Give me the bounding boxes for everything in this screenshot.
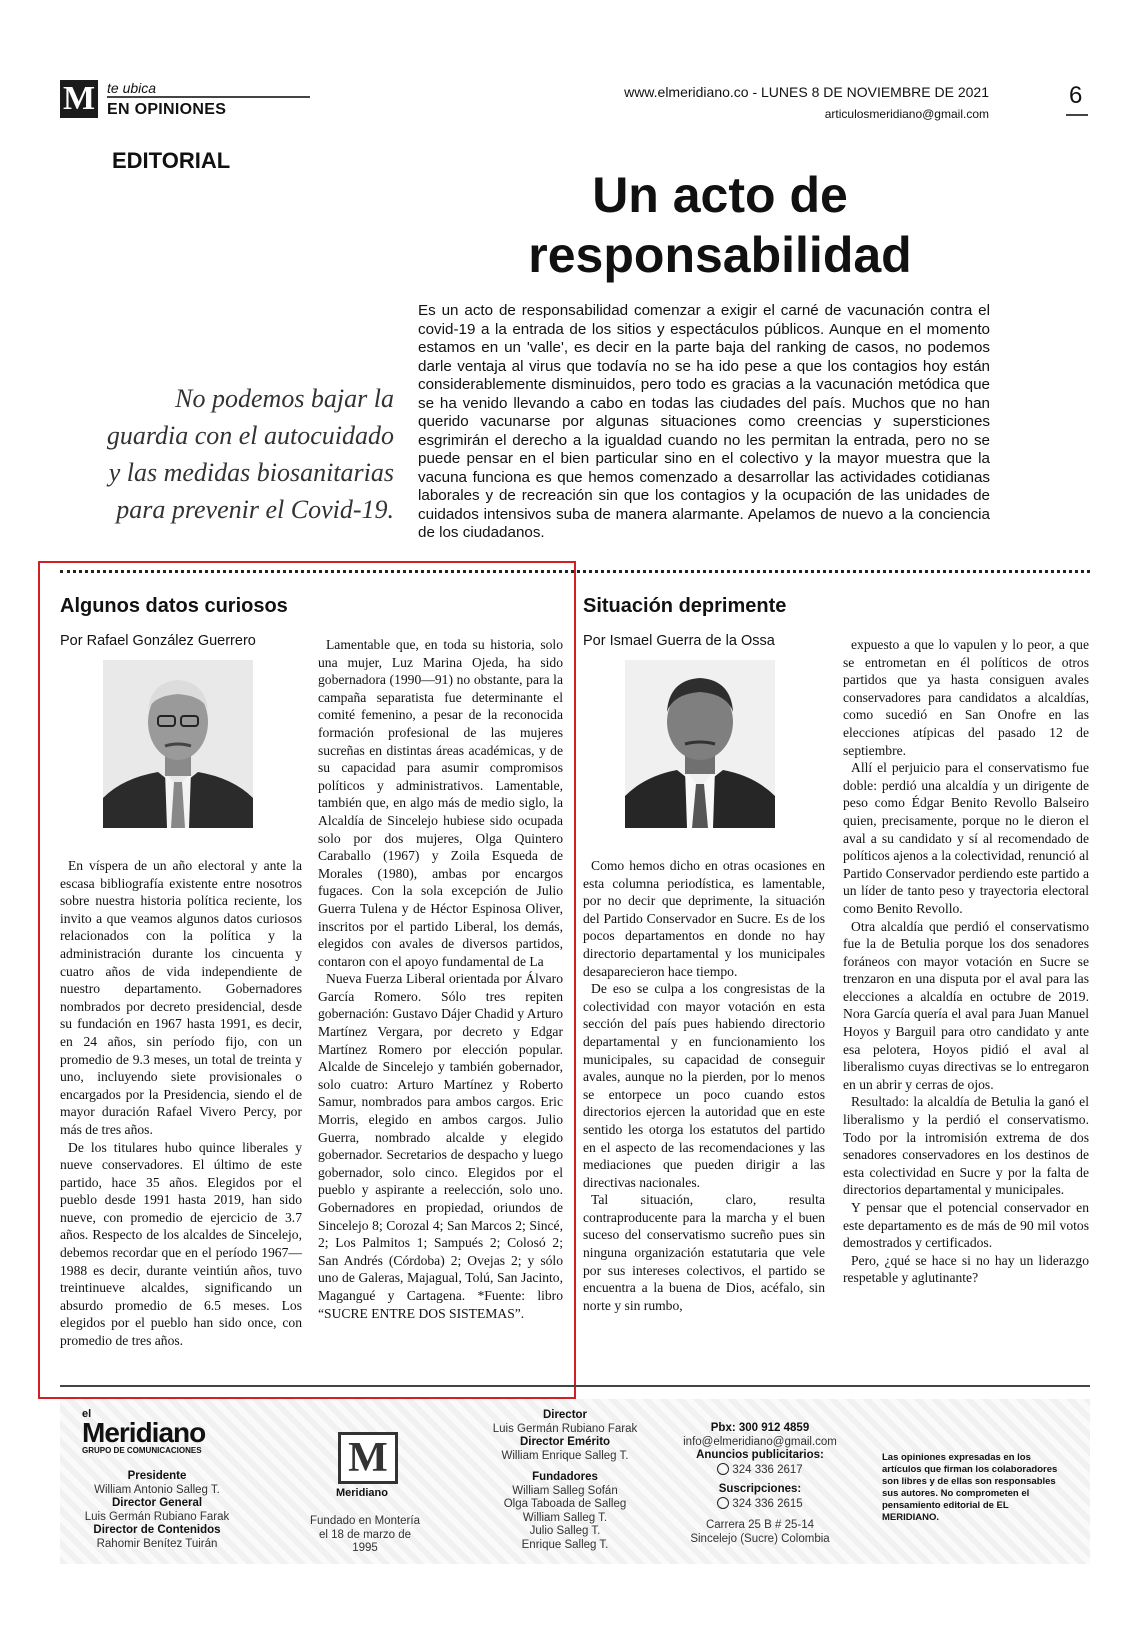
paragraph: Nueva Fuerza Liberal orientada por Álvaro García Romero. Sólo tres repiten gobernación: Gustavo Dájer Chadid y Arturo Martínez Vergara, por decreto y Edgar Martínez Romero por elección popular. Alcalde de Sincelejo y también gobernador, solo cuatro: Arturo Martínez y Roberto Samur, nombrados para ambos cargos. Eric Morris, elegido en ambos cargos. Julio Guerra, nombrado alcalde y elegido gobernador. Secretarios de despacho y luego gobernador, solo cinco. Elegidos por el pueblo y aspirante a reelección, solo uno. Gobernadores en propiedad, oriundos de Sincelejo 8; Corozal 4; San Marcos 2; Sincé, 2; Los Palmitos 1; Sampués 2; Colosó 2; San Andrés (Córdoba) 2; Ovejas 2; y sólo uno de Galeras, Majagual, Tolú, San Jacinto, Magangué y Cartagena. *Fuente: libro “SUCRE ENTRE DOS SISTEMAS”. bbox=[318, 971, 564, 1321]
anuncios-label: Anuncios publicitarios: bbox=[696, 1449, 824, 1461]
footer-disclaimer: Las opiniones expresadas en los artículos que firman los colaboradores son libres y de ellas son responsables sus autores. No comprometen el pensamiento editorial de EL MERIDIANO. bbox=[882, 1452, 1058, 1523]
footer-m-logo: M bbox=[338, 1432, 398, 1484]
header-ubica: te ubica bbox=[107, 80, 157, 96]
paragraph: Tal situación, claro, resulta contraproducente para la marcha y el buen suceso del conservatismo sucreño pues sin ninguna organización estatutaria que vele por sus intereses colectivos, el partido se encuentra a la buena de Dios, acéfalo, sin norte y sin rumbo, bbox=[583, 1192, 825, 1313]
editorial-title-line1: Un acto de bbox=[592, 167, 848, 223]
suscripciones-phone: 324 336 2615 bbox=[732, 1497, 803, 1510]
footer-brand-logo bbox=[82, 1408, 205, 1455]
editorial-title bbox=[440, 165, 1000, 285]
fundador: William Salleg T. bbox=[522, 1511, 608, 1524]
director-label: Director bbox=[542, 1409, 588, 1421]
editorial-body: Es un acto de responsabilidad comenzar a exigir el carné de vacunación contra el covid-19 a la entrada de los sitios y espectáculos públicos. Aunque en el momento estamos en un 'valle', es decir en la parte baja del ranking de casos, no podemos darle ventaja al virus que todavía no se ha ido pese a que los contagios hoy están considerablemente disminuidos, pero todo es gracias a la vacunación metódica que se ha venido llevando a cabo en todas las ciudades del país. Muchos que no han querido vacunarse por algunas situaciones como creencias y supersticiones esgrimirán el derecho a la igualdad cuando no les permitan la entrada, pero no se puede pensar en el bien particular sino en el colectivo y la mayor muestra que la vacuna funciona es que hemos comenzado a desarrollar las actividades cotidianas laborales y de recreación sin que los contagios y la ocupación de las unidades de cuidados intensivos suba de manera alarmante. Apelamos de nuevo a la conciencia de los ciudadanos. bbox=[418, 302, 990, 541]
paragraph: Otra alcaldía que perdió el conservatismo fue la de Betulia porque los dos senadores foráneos con mayor votación en Sucre se trenzaron en una disputa por el aval para las elecciones a alcaldía en octubre de 2019. Nora García quería el aval para Juan Manuel Hoyos y Barguil para otro candidato y ante esa pelotera, Hoyos pidió el aval al liberalismo cuyas directivas se lo entregaron en un abrir y cerras de ojos. bbox=[843, 918, 1089, 1092]
pbx: Pbx: 300 912 4859 bbox=[710, 1422, 810, 1434]
paragraph: Resultado: la alcaldía de Betulia la ganó el liberalismo y la perdió el conservatismo. Todo por la intromisión extrema de dos senadores conservadores en los destinos de esta colectividad en Sucre y por la falta de directorios departamental y municipales. bbox=[843, 1094, 1089, 1198]
footer-staff-center bbox=[480, 1409, 650, 1552]
article2-column2 bbox=[843, 636, 1089, 1287]
logo-el: el bbox=[82, 1408, 92, 1420]
fundador: Olga Taboada de Salleg bbox=[503, 1498, 627, 1510]
fundado-date: el 18 de marzo de 1995 bbox=[318, 1528, 412, 1554]
paragraph: De los titulares hubo quince liberales y nueve conservadores. El último de este partido, hace 35 años. Elegidos por el pueblo desde 1991 hasta 2019, han sido nueve, con promedio de ejercicio de 3.7 años. Respecto de los alcaldes de Sincelejo, debemos recordar que en el período 1967—1988 es decir, durante veintiún años, tuvo treintinueve alcaldes, significando un absurdo promedio de 6.5 meses. Los elegidos por el pueblo han sido once, con promedio de tres años. bbox=[60, 1139, 302, 1349]
page-number-underline bbox=[1066, 114, 1088, 116]
logo-name: Meridiano bbox=[82, 1417, 206, 1448]
fundador: Julio Salleg T. bbox=[529, 1525, 601, 1537]
paragraph: Allí el perjuicio para el conservatismo fue doble: perdió una alcaldía y un dirigente de peso como Édgar Benito Revollo Balseiro quien, precisamente, porque no le dieron el aval a su candidato y sí al recomendado de políticos ajenos a la colectividad, renunció al Partido Conservador perdiendo este partido a un líder de tanto peso y trayectoria electoral como Benito Revollo. bbox=[843, 760, 1089, 916]
footer-contact bbox=[675, 1422, 845, 1546]
header-dateline: www.elmeridiano.co - LUNES 8 DE NOVIEMBRE DE 2021 bbox=[624, 84, 989, 100]
director-contenidos-name: Rahomir Benítez Tuirán bbox=[96, 1537, 218, 1550]
director-contenidos-label: Director de Contenidos bbox=[93, 1524, 221, 1536]
editorial-pull-quote: No podemos bajar la guardia con el autocuidado y las medidas biosanitarias para prevenir el Covid-19. bbox=[106, 384, 394, 524]
anuncios-phone: 324 336 2617 bbox=[732, 1463, 803, 1476]
logo-grupo: GRUPO DE COMUNICACIONES bbox=[82, 1446, 202, 1455]
footer-founded bbox=[305, 1515, 425, 1556]
author-portrait-icon bbox=[625, 660, 775, 828]
director-general-label: Director General bbox=[111, 1497, 203, 1509]
editorial-title-line2: responsabilidad bbox=[528, 227, 912, 283]
address: Carrera 25 B # 25-14 bbox=[705, 1519, 815, 1531]
whatsapp-icon bbox=[717, 1463, 729, 1475]
paragraph: En víspera de un año electoral y ante la escasa bibliografía existente entre nosotros sobre nuestra historia política reciente, los invito a que veamos algunos datos curiosos relacionados con la política y la administración durante los cincuenta y cuatro años de vida independiente de nuestro departamento. Gobernadores nombrados por decreto presidencial, desde su fundación en 1967 hasta 1991, es decir, en 24 años, sin período fijo, con un promedio de 9.3 meses, un total de treinta y uno, incluyendo siete provisionales o encargados por la Presidencia, siendo el de mayor duración Rafael Vivero Percy, por más de tres años. bbox=[60, 858, 302, 1137]
director-name: Luis Germán Rubiano Farak bbox=[492, 1422, 638, 1435]
footer-m-logo-name: Meridiano bbox=[336, 1487, 388, 1499]
article2-author: Por Ismael Guerra de la Ossa bbox=[583, 633, 775, 649]
article1-author-photo bbox=[103, 660, 253, 828]
paragraph: Lamentable que, en toda su historia, solo una mujer, Luz Marina Ojeda, ha sido gobernadora (1990—91) no obstante, para la campaña separatista fue determinante el comité femenino, a pesar de la reconocida formación profesional de las mujeres sucreñas en distintas áreas académicas, y de su capacidad para asumir compromisos políticos y administrativos. Lamentable, también que, en algo más de medio siglo, la Alcaldía de Sincelejo hubiese sido ocupada solo por dos mujeres, Olga Quintero Caraballo (1967) y Zoila Esqueda de Morales (1980), ambas por encargos fugaces. Con la sola excepción de Julio Guerra Tulena y de Héctor Espinosa Oliver, inscritos por el partido Liberal, los demás, elegidos con avales de diversos partidos, contaron con el apoyo fundamental de La bbox=[318, 637, 563, 969]
article1-column2 bbox=[318, 636, 563, 1322]
article2-column1 bbox=[583, 857, 825, 1314]
paragraph: Pero, ¿qué se hace si no hay un liderazgo respetable y aglutinante? bbox=[843, 1252, 1089, 1286]
director-emerito-name: William Enrique Salleg T. bbox=[501, 1449, 629, 1462]
presidente-name: William Antonio Salleg T. bbox=[94, 1483, 220, 1496]
paragraph: De eso se culpa a los congresistas de la colectividad con mayor votación en esta sección del país pues habiendo directorio departamental y en funcionamiento los municipales, su capacidad de conseguir avales, aunque no la pierden, por lo menos se entorpece un poco cuando estos directorios ejercen la autoridad que en este sentido les otorga los estatutos del partido en el aspecto de las recomendaciones y las mediaciones que pueden dirigir a las directivas nacionales. bbox=[583, 981, 825, 1190]
whatsapp-icon bbox=[717, 1497, 729, 1509]
info-email: info@elmeridiano@gmail.com bbox=[683, 1435, 837, 1448]
header-section-tag: EN OPINIONES bbox=[107, 101, 227, 118]
header-divider bbox=[107, 96, 310, 98]
footer-staff-left bbox=[82, 1470, 232, 1551]
paragraph: expuesto a que lo vapulen y lo peor, a que se entrometan en él políticos de otros partidos que ya hasta consiguen avales conservadores para candidatos a alcaldías, como sucedió en San Onofre en las elecciones atípicas del pasado 12 de septiembre. bbox=[843, 637, 1089, 758]
header-email: articulosmeridiano@gmail.com bbox=[824, 107, 989, 121]
section-label: EDITORIAL bbox=[112, 148, 231, 173]
footer-divider bbox=[60, 1385, 1090, 1387]
header-logo: M bbox=[60, 80, 98, 118]
article2-author-photo bbox=[625, 660, 775, 828]
article1-title: Algunos datos curiosos bbox=[60, 595, 288, 617]
suscripciones-label: Suscripciones: bbox=[718, 1483, 802, 1495]
director-general-name: Luis Germán Rubiano Farak bbox=[84, 1510, 230, 1523]
paragraph: Y pensar que el potencial conservador en este departamento es de más de 90 mil votos demostrados y certificados. bbox=[843, 1200, 1089, 1251]
article2-title: Situación deprimente bbox=[583, 595, 787, 617]
fundador: Enrique Salleg T. bbox=[521, 1538, 609, 1551]
fundador: William Salleg Sofán bbox=[512, 1484, 618, 1497]
page-number: 6 bbox=[1069, 82, 1083, 109]
director-emerito-label: Director Emérito bbox=[519, 1436, 611, 1448]
fundado-text: Fundado en Montería bbox=[310, 1515, 420, 1527]
paragraph: Como hemos dicho en otras ocasiones en esta columna periodística, es lamentable, por no decir que deprimente, la situación del Partido Conservador en Sucre. Es de los pocos departamentos en donde no hay directorio departamental y los municipales desaparecieron hace tiempo. bbox=[583, 858, 825, 979]
article1-author: Por Rafael González Guerrero bbox=[60, 633, 256, 649]
author-portrait-icon bbox=[103, 660, 253, 828]
article1-column1 bbox=[60, 857, 302, 1350]
fundadores-label: Fundadores bbox=[532, 1471, 598, 1483]
presidente-label: Presidente bbox=[127, 1470, 187, 1482]
city: Sincelejo (Sucre) Colombia bbox=[690, 1532, 830, 1545]
